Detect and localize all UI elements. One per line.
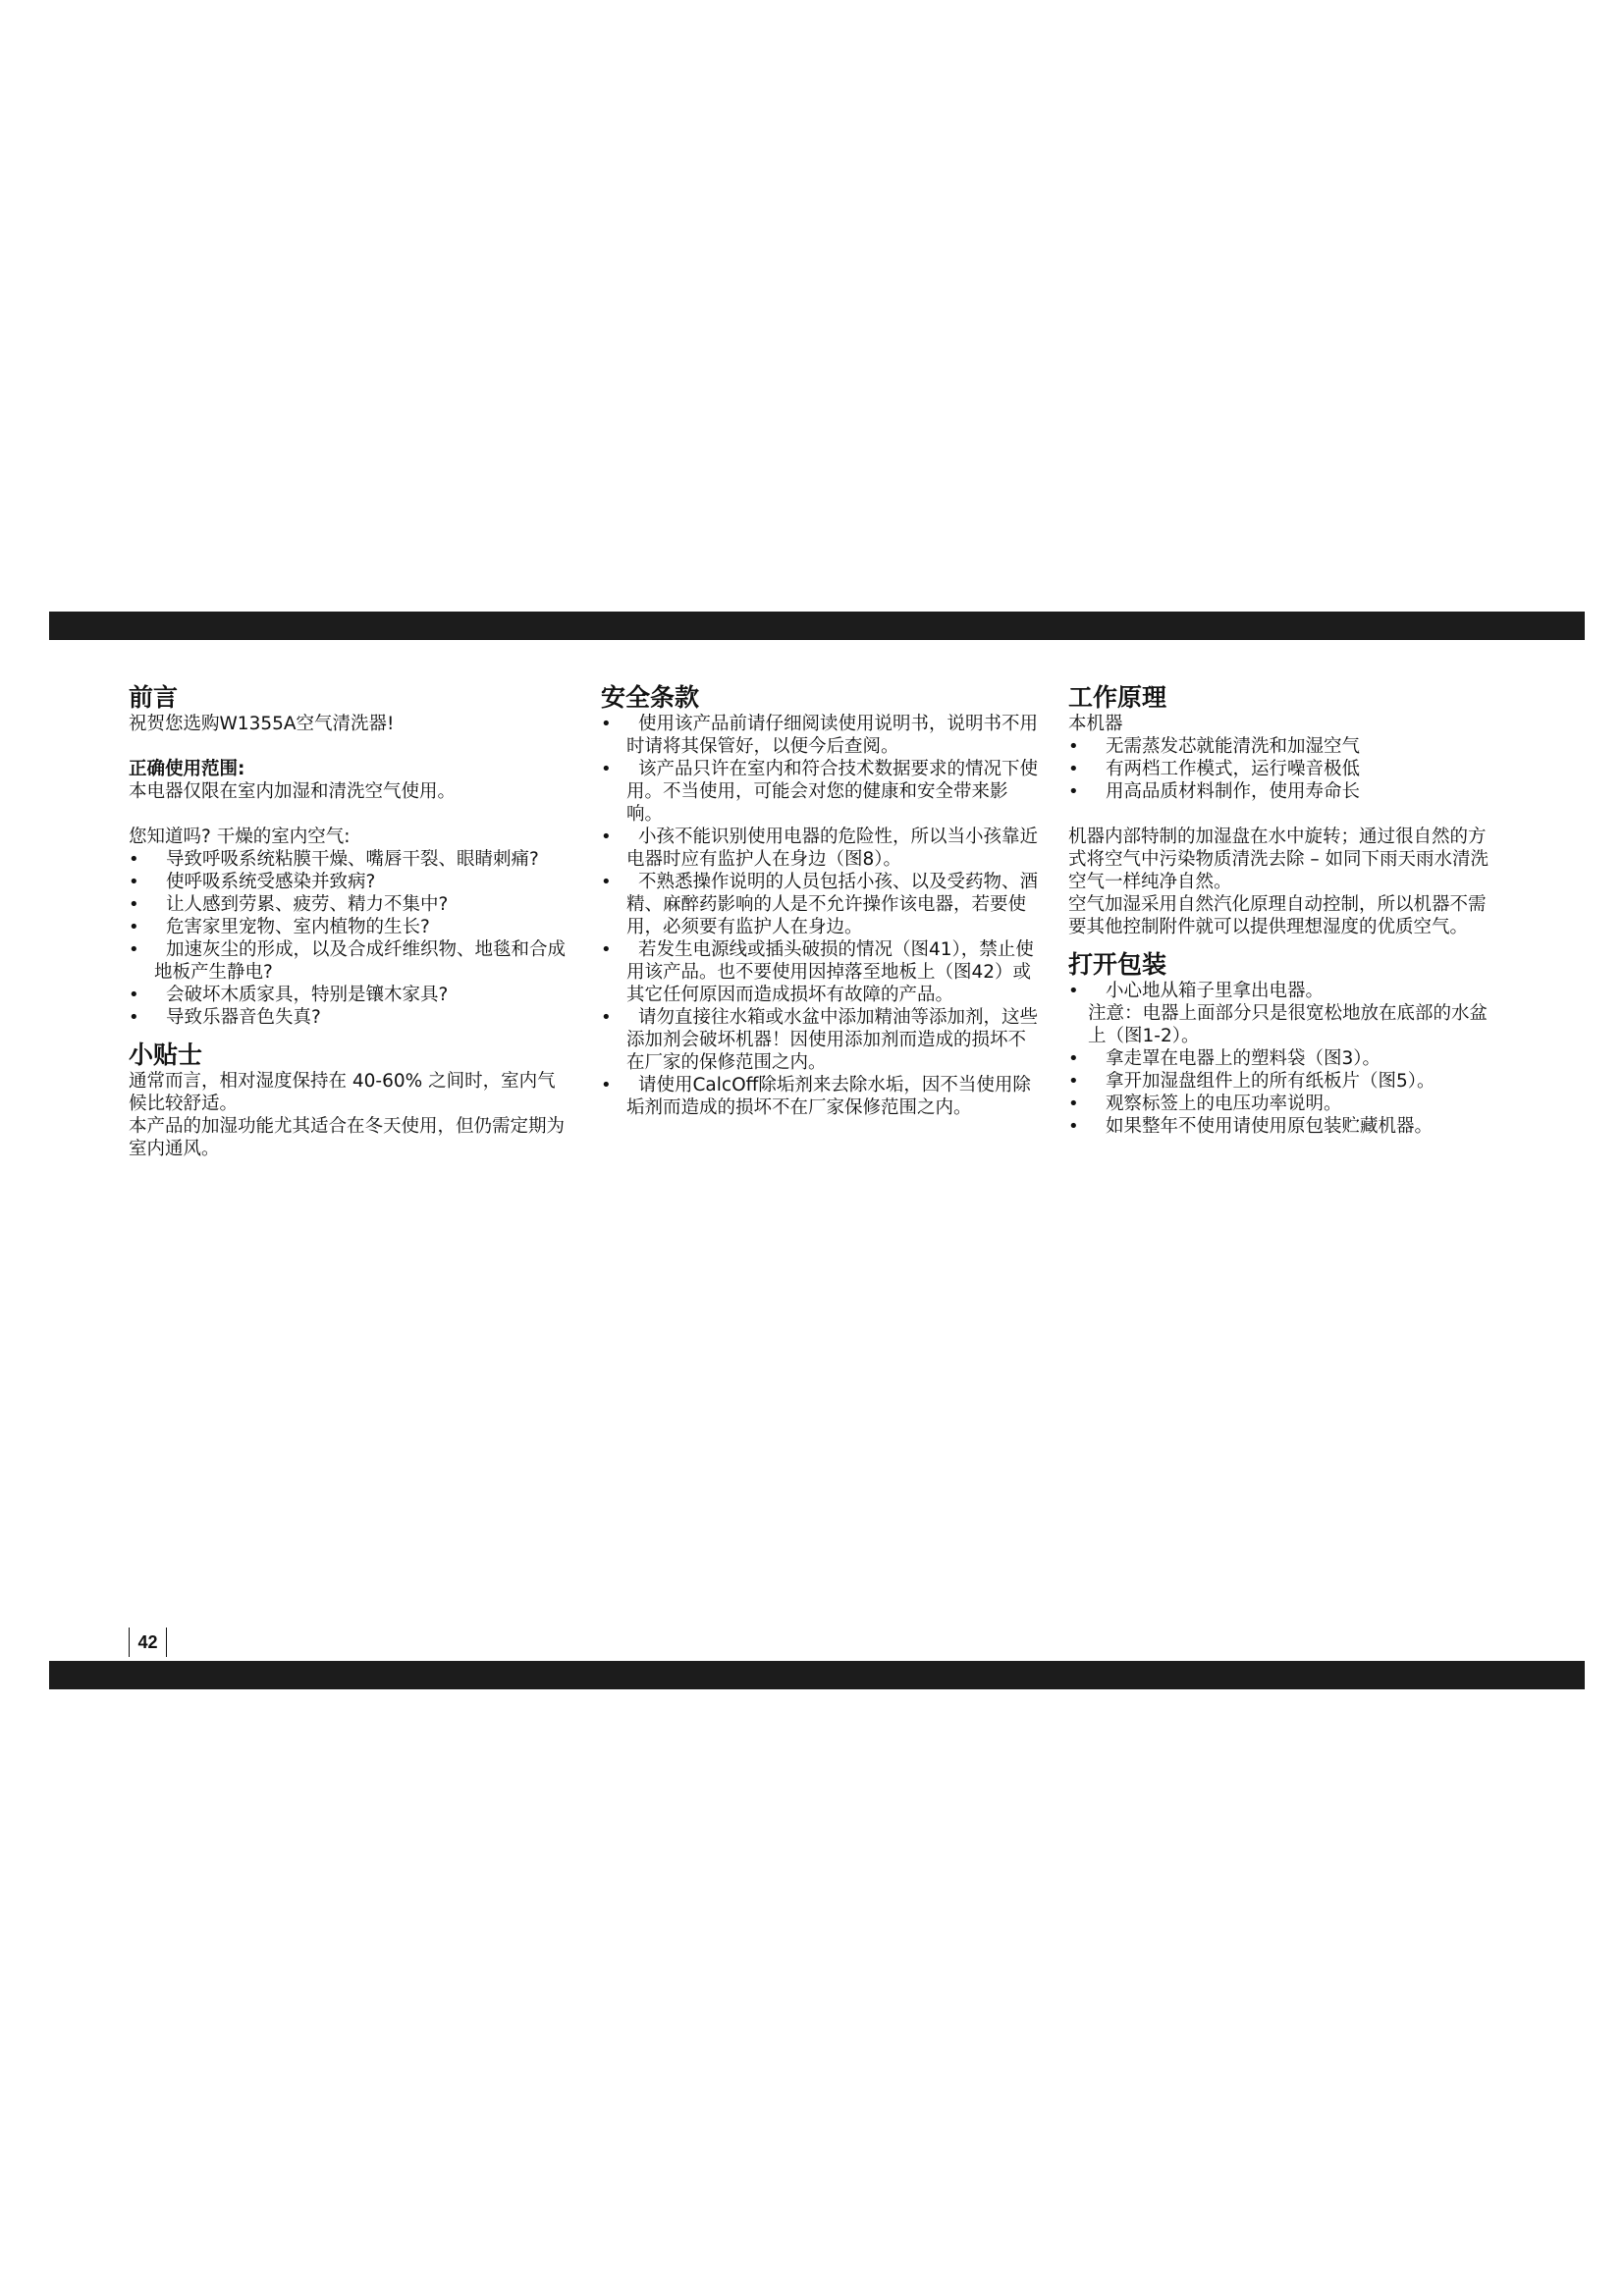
principle-intro: 本机器 bbox=[1068, 714, 1123, 734]
list-item: • 导致呼吸系统粘膜干燥、嘴唇干裂、眼睛刺痛? bbox=[129, 848, 570, 871]
list-item: • 使呼吸系统受感染并致病? bbox=[129, 871, 570, 893]
principle-list bbox=[1068, 735, 1500, 803]
list-item: • 若发生电源线或插头破损的情况（图41），禁止使用该产品。也不要使用因掉落至地板上（图42）或其它任何原因而造成损坏有故障的产品。 bbox=[601, 938, 1043, 1006]
list-item: • 让人感到劳累、疲劳、精力不集中? bbox=[129, 893, 570, 916]
usage-text: 本电器仅限在室内加湿和清洗空气使用。 bbox=[129, 781, 457, 802]
list-item: • 请使用CalcOff除垢剂来去除水垢，因不当使用除垢剂而造成的损坏不在厂家保修范围之内。 bbox=[601, 1074, 1043, 1119]
list-item: • 该产品只许在室内和符合技术数据要求的情况下使用。不当使用，可能会对您的健康和安全带来影响。 bbox=[601, 758, 1043, 826]
list-item: • 拿走罩在电器上的塑料袋（图3）。 bbox=[1068, 1047, 1500, 1070]
safety-list bbox=[601, 713, 1043, 1119]
list-item: • 危害家里宠物、室内植物的生长? bbox=[129, 916, 570, 938]
list-item: • 会破坏木质家具，特别是镶木家具? bbox=[129, 984, 570, 1006]
list-item: • 如果整年不使用请使用原包装贮藏机器。 bbox=[1068, 1115, 1500, 1138]
list-item: • 小孩不能识别使用电器的危险性，所以当小孩靠近电器时应有监护人在身边（图8）。 bbox=[601, 826, 1043, 871]
list-item: • 无需蒸发芯就能清洗和加湿空气 bbox=[1068, 735, 1500, 758]
tips-text-1: 通常而言，相对湿度保持在 40-60% 之间时，室内气候比较舒适。 bbox=[129, 1071, 556, 1114]
safety-title: 安全条款 bbox=[601, 683, 700, 712]
column-left bbox=[129, 683, 570, 1160]
principle-text-1: 机器内部特制的加湿盘在水中旋转；通过很自然的方式将空气中污染物质清洗去除 – 如同下雨天雨水清洗空气一样纯净自然。 bbox=[1068, 827, 1489, 892]
page-number: 42 bbox=[129, 1628, 167, 1657]
list-item: • 不熟悉操作说明的人员包括小孩、以及受药物、酒精、麻醉药影响的人是不允许操作该电器，若要使用，必须要有监护人在身边。 bbox=[601, 871, 1043, 938]
list-item: • 加速灰尘的形成，以及合成纤维织物、地毯和合成地板产生静电? bbox=[129, 938, 570, 984]
tips-title: 小贴士 bbox=[129, 1041, 203, 1069]
unpack-title: 打开包装 bbox=[1068, 950, 1167, 979]
unpack-list-2 bbox=[1068, 1047, 1500, 1138]
intro-text: 祝贺您选购W1355A空气清洗器! bbox=[129, 714, 395, 734]
dry-air-intro: 您知道吗? 干燥的室内空气: bbox=[129, 827, 351, 847]
intro-title: 前言 bbox=[129, 683, 179, 712]
dry-air-list bbox=[129, 848, 570, 1029]
usage-title: 正确使用范围: bbox=[129, 759, 245, 779]
header-bar bbox=[49, 612, 1585, 640]
unpack-list bbox=[1068, 980, 1500, 1002]
list-item: • 观察标签上的电压功率说明。 bbox=[1068, 1093, 1500, 1115]
tips-text-2: 本产品的加湿功能尤其适合在冬天使用，但仍需定期为室内通风。 bbox=[129, 1116, 566, 1159]
principle-title: 工作原理 bbox=[1068, 683, 1167, 712]
list-item: • 拿开加湿盘组件上的所有纸板片（图5）。 bbox=[1068, 1070, 1500, 1093]
list-item: • 导致乐器音色失真? bbox=[129, 1006, 570, 1029]
footer-bar bbox=[49, 1661, 1585, 1689]
unpack-note: 注意：电器上面部分只是很宽松地放在底部的水盆上（图1-2）。 bbox=[1088, 1003, 1489, 1046]
principle-text-2: 空气加湿采用自然汽化原理自动控制，所以机器不需要其他控制附件就可以提供理想湿度的优质空气。 bbox=[1068, 894, 1487, 937]
column-right bbox=[1068, 683, 1500, 1138]
list-item: • 用高品质材料制作，使用寿命长 bbox=[1068, 780, 1500, 803]
list-item: • 请勿直接往水箱或水盆中添加精油等添加剂，这些添加剂会破坏机器！因使用添加剂而造成的损坏不在厂家的保修范围之内。 bbox=[601, 1006, 1043, 1074]
column-middle bbox=[601, 683, 1043, 1119]
list-item: • 有两档工作模式，运行噪音极低 bbox=[1068, 758, 1500, 780]
list-item: • 使用该产品前请仔细阅读使用说明书，说明书不用时请将其保管好，以便今后查阅。 bbox=[601, 713, 1043, 758]
list-item: • 小心地从箱子里拿出电器。 bbox=[1068, 980, 1500, 1002]
